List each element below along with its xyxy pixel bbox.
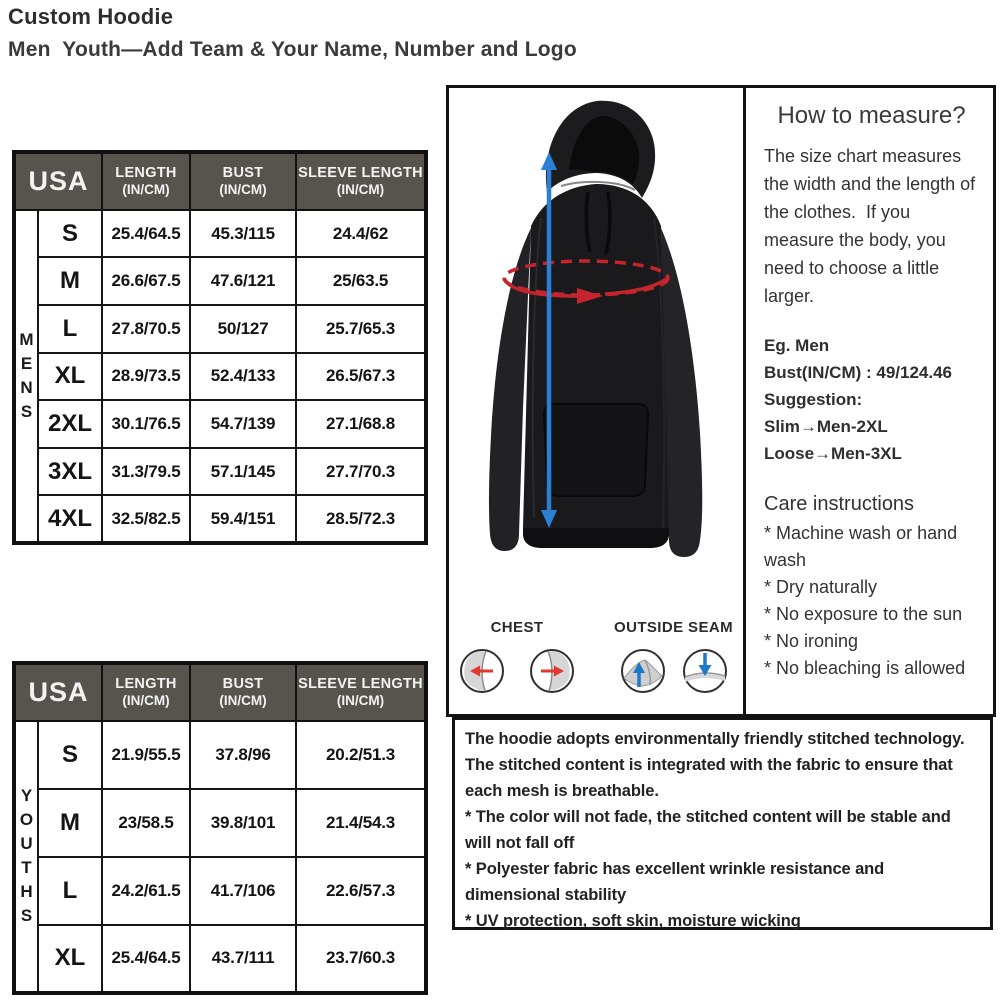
value-cell: 27.1/68.8 xyxy=(296,400,426,448)
text-line: * No ironing xyxy=(764,631,859,651)
group-label-mens: M E N S xyxy=(14,210,38,543)
value-cell: 45.3/115 xyxy=(190,210,296,258)
size-cell: M xyxy=(38,257,102,305)
chest-measure-left-icon xyxy=(459,648,505,694)
column-header: SLEEVE LENGTH (IN/CM) xyxy=(296,152,426,210)
size-row xyxy=(14,257,426,305)
value-cell: 25.7/65.3 xyxy=(296,305,426,353)
value-cell: 31.3/79.5 xyxy=(102,448,190,496)
size-cell: M xyxy=(38,789,102,857)
outside-seam-up-icon xyxy=(620,648,666,694)
size-cell: S xyxy=(38,721,102,789)
column-header-usa: USA xyxy=(14,663,102,721)
column-header-usa: USA xyxy=(14,152,102,210)
size-row xyxy=(14,495,426,543)
value-cell: 54.7/139 xyxy=(190,400,296,448)
text-line: * No bleaching is allowed xyxy=(764,658,966,678)
value-cell: 43.7/111 xyxy=(190,925,296,993)
chest-icon-group xyxy=(459,619,575,694)
how-to-measure-heading: How to measure? xyxy=(777,102,966,129)
youths-size-table xyxy=(12,661,428,995)
column-header: LENGTH (IN/CM) xyxy=(102,152,190,210)
value-cell: 26.5/67.3 xyxy=(296,353,426,401)
size-row xyxy=(14,925,426,993)
size-cell: XL xyxy=(38,925,102,993)
value-cell: 26.6/67.5 xyxy=(102,257,190,305)
value-cell: 52.4/133 xyxy=(190,353,296,401)
value-cell: 23/58.5 xyxy=(102,789,190,857)
value-cell: 57.1/145 xyxy=(190,448,296,496)
value-cell: 21.4/54.3 xyxy=(296,789,426,857)
value-cell: 28.9/73.5 xyxy=(102,353,190,401)
value-cell: 25.4/64.5 xyxy=(102,210,190,258)
value-cell: 22.6/57.3 xyxy=(296,857,426,925)
measure-icons-row xyxy=(453,619,739,694)
hoodie-panel xyxy=(446,85,746,717)
size-cell: 3XL xyxy=(38,448,102,496)
how-to-measure-panel xyxy=(746,85,996,717)
outside-seam-label: OUTSIDE SEAM xyxy=(614,619,733,636)
value-cell: 24.2/61.5 xyxy=(102,857,190,925)
value-cell: 27.8/70.5 xyxy=(102,305,190,353)
text-line: Bust(IN/CM) : 49/124.46 xyxy=(764,363,952,382)
text-line: * Machine wash or hand wash xyxy=(764,523,958,570)
text-line: Suggestion: xyxy=(764,390,863,409)
size-row xyxy=(14,400,426,448)
size-row xyxy=(14,721,426,789)
size-row xyxy=(14,353,426,401)
column-header: BUST (IN/CM) xyxy=(190,663,296,721)
value-cell: 39.8/101 xyxy=(190,789,296,857)
page-subtitle: Men Youth—Add Team & Your Name, Number and Logo xyxy=(8,38,577,61)
mens-size-chart xyxy=(12,150,424,545)
value-cell: 37.8/96 xyxy=(190,721,296,789)
how-to-measure-body: The size chart measures the width and the length of the clothes. If you measure the body, you need to choose a little larger. xyxy=(764,146,981,306)
value-cell: 47.6/121 xyxy=(190,257,296,305)
value-cell: 25/63.5 xyxy=(296,257,426,305)
outside-seam-icon-group xyxy=(614,619,733,694)
size-cell: S xyxy=(38,210,102,258)
text-line: Eg. Men xyxy=(764,336,830,355)
care-instructions-list xyxy=(764,520,979,682)
value-cell: 23.7/60.3 xyxy=(296,925,426,993)
chest-label: CHEST xyxy=(490,619,544,636)
text-line: The hoodie adopts environmentally friendly stitched technology. The stitched content is integrated with the fabric to ensure that each mesh is breathable. xyxy=(465,730,965,800)
size-cell: 2XL xyxy=(38,400,102,448)
care-instructions-heading: Care instructions xyxy=(764,493,915,515)
value-cell: 41.7/106 xyxy=(190,857,296,925)
outside-seam-down-icon xyxy=(682,648,728,694)
value-cell: 21.9/55.5 xyxy=(102,721,190,789)
sizing-example xyxy=(764,332,979,467)
column-header: BUST (IN/CM) xyxy=(190,152,296,210)
text-line: * UV protection, soft skin, moisture wicking xyxy=(465,912,801,930)
hoodie-product-image xyxy=(449,88,743,588)
size-row xyxy=(14,789,426,857)
size-cell: XL xyxy=(38,353,102,401)
value-cell: 20.2/51.3 xyxy=(296,721,426,789)
size-row xyxy=(14,857,426,925)
product-notes-box xyxy=(452,717,993,930)
size-cell: L xyxy=(38,857,102,925)
text-line: * No exposure to the sun xyxy=(764,604,963,624)
value-cell: 25.4/64.5 xyxy=(102,925,190,993)
text-line: Loose→Men-3XL xyxy=(764,444,902,463)
text-line: * The color will not fade, the stitched content will be stable and will not fall off xyxy=(465,808,951,852)
youths-size-chart xyxy=(12,661,424,995)
value-cell: 27.7/70.3 xyxy=(296,448,426,496)
value-cell: 28.5/72.3 xyxy=(296,495,426,543)
column-header: SLEEVE LENGTH (IN/CM) xyxy=(296,663,426,721)
value-cell: 50/127 xyxy=(190,305,296,353)
value-cell: 59.4/151 xyxy=(190,495,296,543)
size-row xyxy=(14,305,426,353)
group-label-youths: Y O U T H S xyxy=(14,721,38,993)
text-line: * Dry naturally xyxy=(764,577,878,597)
size-row xyxy=(14,210,426,258)
value-cell: 24.4/62 xyxy=(296,210,426,258)
text-line: * Polyester fabric has excellent wrinkle resistance and dimensional stability xyxy=(465,860,885,904)
size-cell: 4XL xyxy=(38,495,102,543)
chest-measure-right-icon xyxy=(529,648,575,694)
value-cell: 30.1/76.5 xyxy=(102,400,190,448)
page-title: Custom Hoodie xyxy=(8,4,174,29)
column-header: LENGTH (IN/CM) xyxy=(102,663,190,721)
value-cell: 32.5/82.5 xyxy=(102,495,190,543)
size-row xyxy=(14,448,426,496)
text-line: Slim→Men-2XL xyxy=(764,417,888,436)
size-cell: L xyxy=(38,305,102,353)
mens-size-table xyxy=(12,150,428,545)
